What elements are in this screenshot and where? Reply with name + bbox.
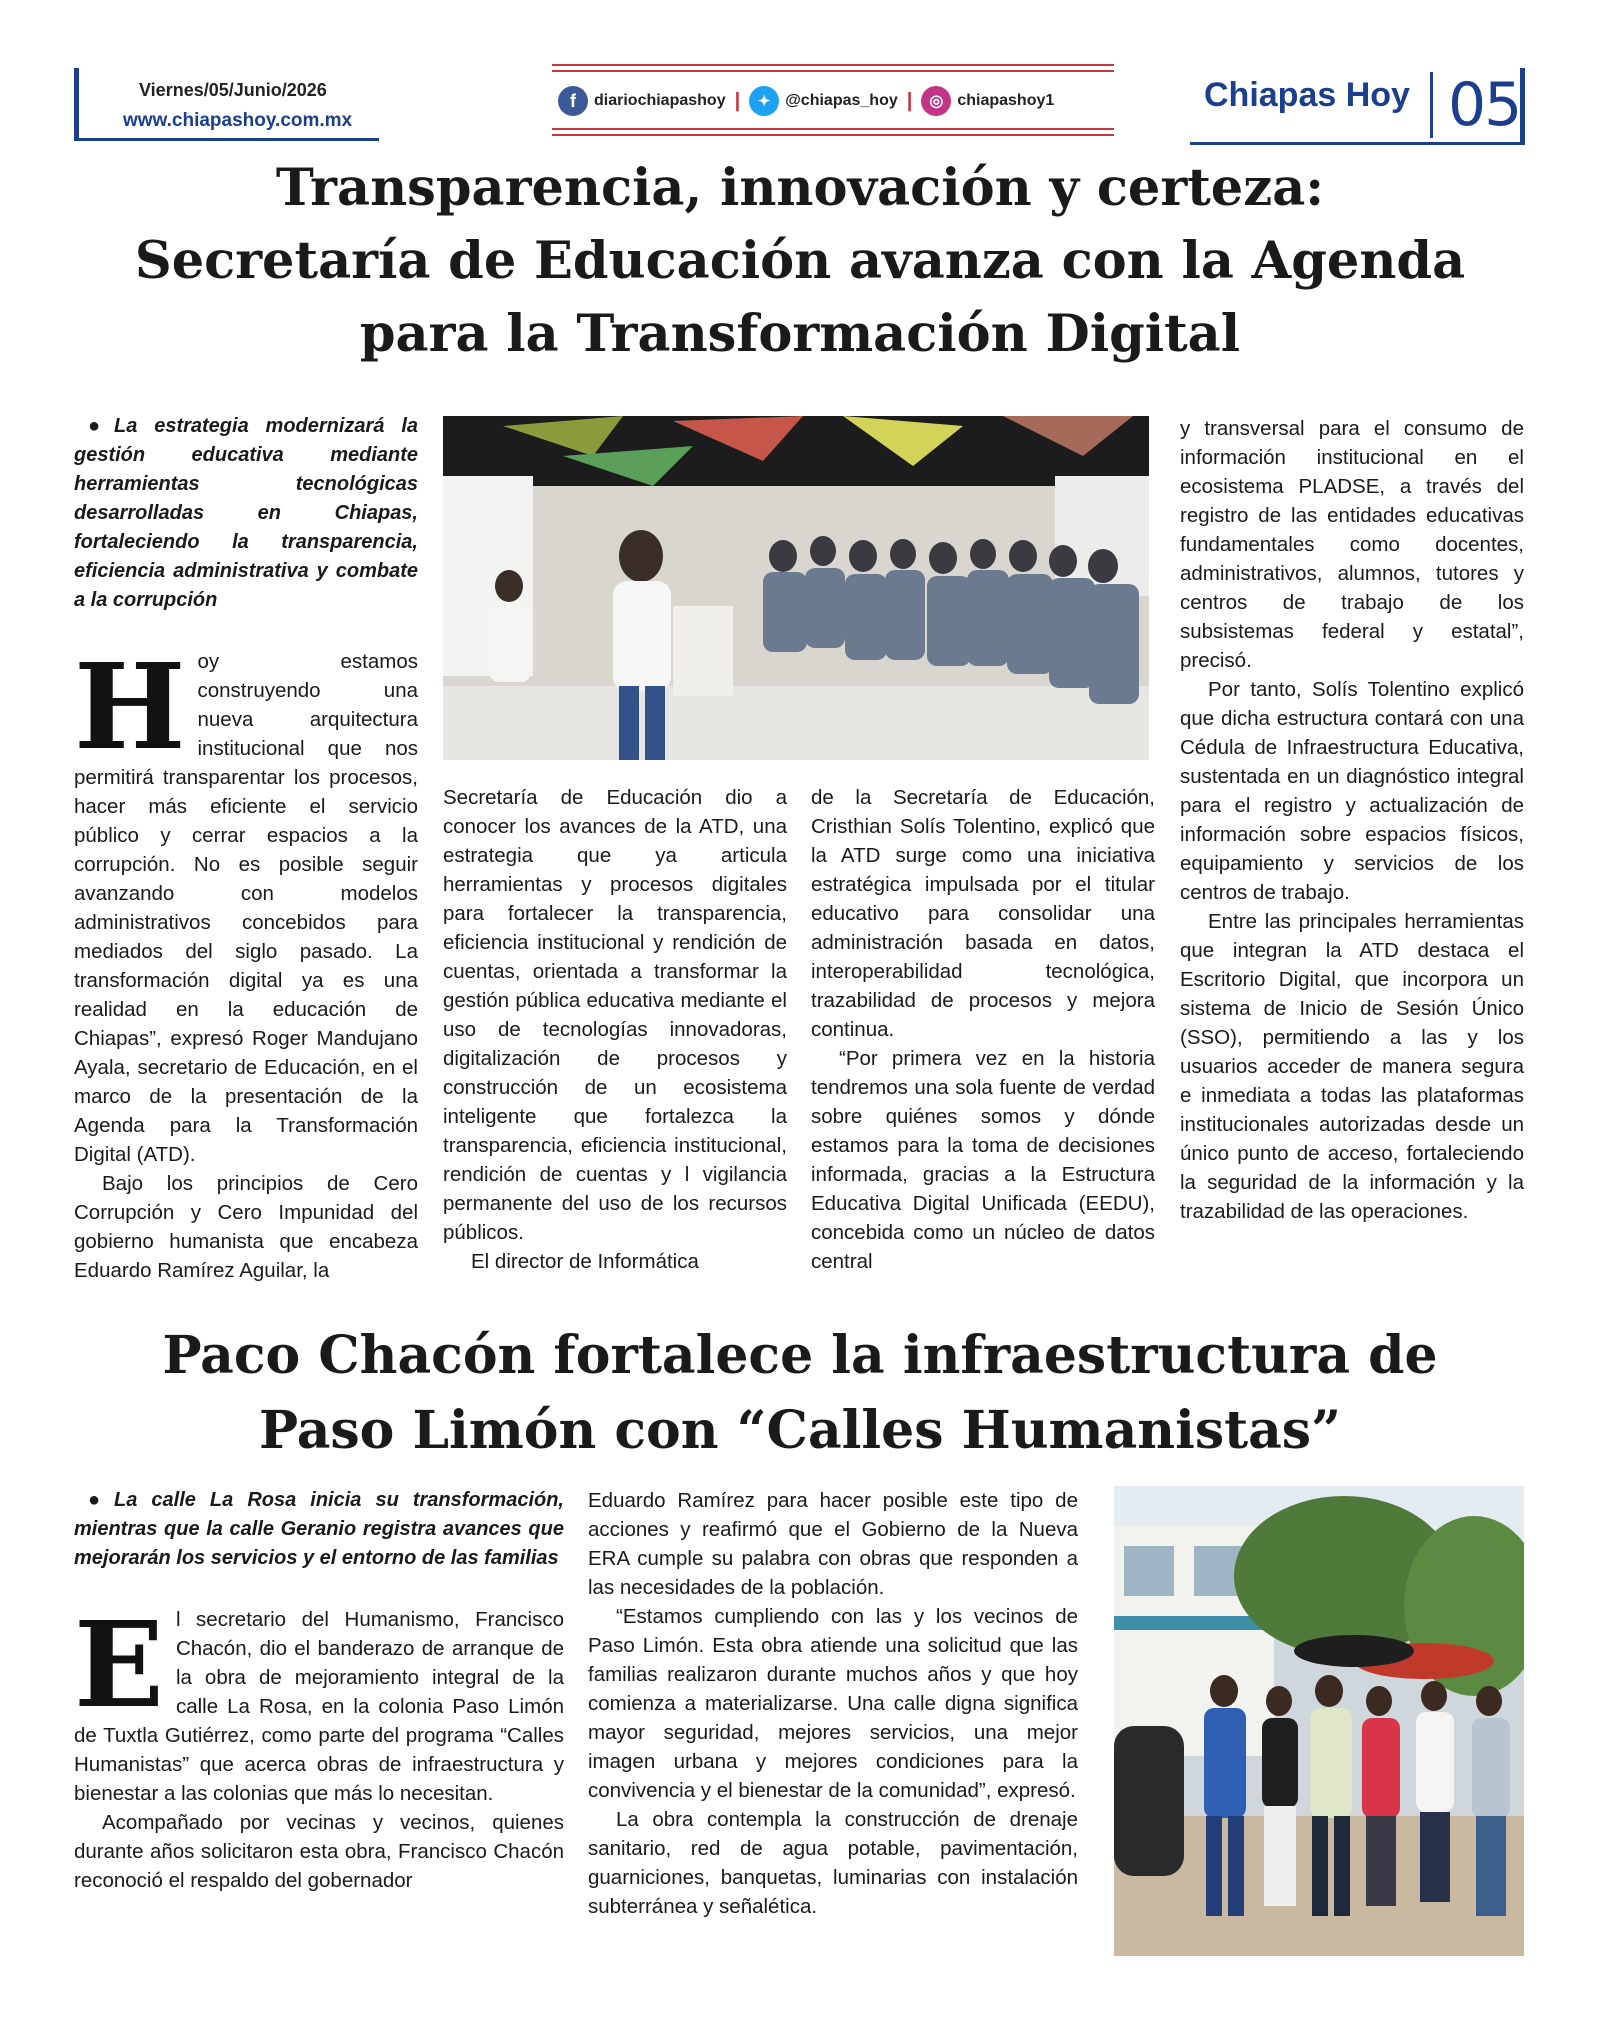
header-date-block <box>74 68 379 141</box>
page-number-divider <box>1430 72 1433 138</box>
article1-headline: Transparencia, innovación y certeza: Secretaría de Educación avanza con la Agenda para la Transformación Digital <box>134 158 1466 364</box>
presentation-photo-illustration <box>443 416 1149 760</box>
instagram-handle[interactable]: chiapashoy1 <box>957 92 1055 109</box>
article2-paragraph: “Estamos cumpliendo con las y los vecinos de Paso Limón. Esta obra atiende una solicitud que las familias realizaron durante muchos años y que hoy comienza a materializarse. Una calle digna significa mayor seguridad, mejores servicios, una mejor imagen urbana y mejores condiciones para la convivencia y el bienestar de la comunidad”, expresó. <box>588 1605 1078 1802</box>
article1-dropcap: H <box>74 637 186 776</box>
article2-text: l secretario del Humanismo, Francisco Chacón, dio el banderazo de arranque de la obra de mejoramiento integral de la calle La Rosa, en la colonia Paso Limón de Tuxtla Gutiérrez, como parte del programa “Calles Humanistas” que acerca obras de infraestructura y bienestar a las colonias que más lo necesitan. <box>74 1608 564 1805</box>
article2-lead-text: La calle La Rosa inicia su transformación, mientras que la calle Geranio registra avances que mejorarán los servicios y el entorno de las familias <box>74 1489 564 1569</box>
article1-paragraph: Entre las principales herramientas que integran la ATD destaca el Escritorio Digital, que incorpora un sistema de Inicio de Sesión Único (SSO), permitiendo a las y los usuarios acceder de manera segura e inmediata a todas las plataformas institucionales autorizadas desde un único punto de acceso, fortaleciendo la seguridad de la información y la trazabilidad de las operaciones. <box>1180 910 1524 1223</box>
article1-column-1 <box>74 412 418 1285</box>
article2-paragraph: Acompañado por vecinas y vecinos, quienes durante años solicitaron esta obra, Francisco Chacón reconoció el respaldo del gobernador <box>74 1811 564 1892</box>
brand-name: Chiapas Hoy <box>1204 76 1410 114</box>
instagram-icon: ◎ <box>921 86 951 116</box>
social-rule-top <box>552 64 1114 66</box>
social-separator: | <box>906 89 913 112</box>
issue-date: Viernes/05/Junio/2026 <box>139 80 327 100</box>
article1-column-4 <box>1180 414 1524 1226</box>
social-bar <box>552 64 1114 136</box>
article2-column-2 <box>588 1486 1078 1921</box>
facebook-handle[interactable]: diariochiapashoy <box>594 92 726 109</box>
article1-text: oy estamos construyendo una nueva arquitectura institucional que nos permitirá transparentar los procesos, hacer más eficiente el servicio público y cerrar espacios a la corrupción. No es posible seguir avanzando con modelos administrativos concebidos para mediados del siglo pasado. La transformación digital ya es una realidad en la educación de Chiapas”, expresó Roger Mandujano Ayala, secretario de Educación, en el marco de la presentación de la Agenda para la Transformación Digital (ATD). <box>74 650 418 1166</box>
article1-paragraph: de la Secretaría de Educación, Cristhian Solís Tolentino, explicó que la ATD surge como una iniciativa estratégica impulsada por el titular educativo para consolidar una administración basada en datos, interoperabilidad tecnológica, trazabilidad de procesos y mejora continua. <box>811 786 1155 1041</box>
article2-lead <box>74 1486 564 1573</box>
social-links <box>558 86 1054 116</box>
article2-paragraph <box>74 1595 564 1808</box>
article1-column-2 <box>443 783 787 1276</box>
article2-photo-street <box>1114 1486 1524 1956</box>
article2-headline: Paco Chacón fortalece la infraestructura de Paso Limón con “Calles Humanistas” <box>162 1325 1438 1461</box>
social-separator: | <box>734 89 741 112</box>
bullet-icon: ● <box>87 415 101 437</box>
street-photo-illustration <box>1114 1486 1524 1956</box>
article1-paragraph: Por tanto, Solís Tolentino explicó que dicha estructura contará con una Cédula de Infraestructura Educativa, sustentada en un diagnóstico integral para el registro y actualización de información sobre espacios físicos, equipamiento y servicios de los centros de trabajo. <box>1180 678 1524 904</box>
article1-paragraph: El director de Informática <box>471 1250 699 1273</box>
masthead-block <box>1190 68 1525 145</box>
social-rule-bottom-2 <box>552 134 1114 136</box>
page-number: 05 <box>1448 70 1521 140</box>
article2-column-1 <box>74 1486 564 1895</box>
article2-dropcap: E <box>74 1595 164 1734</box>
twitter-handle[interactable]: @chiapas_hoy <box>785 92 898 109</box>
social-rule-bottom <box>552 128 1114 130</box>
article1-paragraph: Bajo los principios de Cero Corrupción y Cero Impunidad del gobierno humanista que encabeza Eduardo Ramírez Aguilar, la <box>74 1172 418 1282</box>
social-rule-top-2 <box>552 70 1114 72</box>
bullet-icon: ● <box>87 1489 101 1511</box>
article1-photo-presentation <box>443 416 1149 760</box>
article1-paragraph: “Por primera vez en la historia tendremos una sola fuente de verdad sobre quiénes somos y dónde estamos para la toma de decisiones informada, gracias a la Estructura Educativa Digital Unificada (EEDU), concebida como un núcleo de datos central <box>811 1047 1155 1273</box>
website-link[interactable]: www.chiapashoy.com.mx <box>123 110 353 131</box>
article1-lead <box>74 412 418 615</box>
twitter-icon: ✦ <box>749 86 779 116</box>
article2-paragraph: Eduardo Ramírez para hacer posible este tipo de acciones y reafirmó que el Gobierno de la Nueva ERA cumple su palabra con obras que responden a las necesidades de la población. <box>588 1489 1078 1599</box>
article1-paragraph <box>74 637 418 1169</box>
article1-paragraph: Secretaría de Educación dio a conocer los avances de la ATD, una estrategia que ya articula herramientas y procesos digitales para fortalecer la transparencia, eficiencia institucional y rendición de cuentas, orientada a transformar la gestión pública educativa mediante el uso de tecnologías innovadoras, digitalización de procesos y construcción de un ecosistema inteligente que fortalezca la transparencia, eficiencia institucional, rendición de cuentas y l vigilancia permanente del uso de los recursos públicos. <box>443 786 787 1244</box>
article2-paragraph: La obra contempla la construcción de drenaje sanitario, red de agua potable, pavimentación, guarniciones, banquetas, luminarias con instalación subterránea y señalética. <box>588 1808 1078 1918</box>
article1-lead-text: La estrategia modernizará la gestión educativa mediante herramientas tecnológicas desarrolladas en Chiapas, fortaleciendo la transparencia, eficiencia administrativa y combate a la corrupción <box>74 415 418 611</box>
facebook-icon: f <box>558 86 588 116</box>
article1-paragraph: y transversal para el consumo de información institucional en el ecosistema PLADSE, a través del registro de las entidades educativas fundamentales como docentes, administrativos, alumnos, tutores y centros de trabajo de los subsistemas federal y estatal”, precisó. <box>1180 417 1524 672</box>
article1-column-3 <box>811 783 1155 1276</box>
